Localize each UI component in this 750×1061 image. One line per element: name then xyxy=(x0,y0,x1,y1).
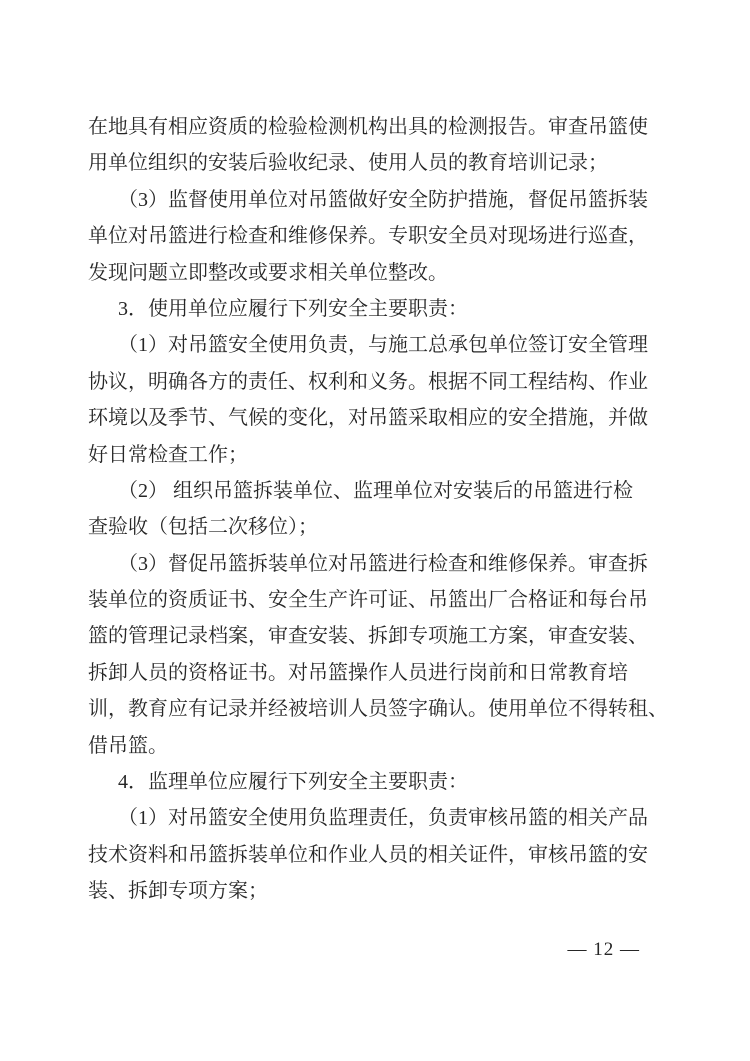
text-line: 装、拆卸专项方案； xyxy=(88,880,268,903)
text-line: 单位对吊篮进行检查和维修保养。专职安全员对现场进行巡查， xyxy=(88,225,648,248)
text-line: 3．使用单位应履行下列安全主要职责： xyxy=(118,297,468,320)
text-line: 好日常检查工作； xyxy=(88,443,248,466)
text-line: 在地具有相应资质的检验检测机构出具的检测报告。审查吊篮使 xyxy=(88,116,648,138)
text-line: 技术资料和吊篮拆装单位和作业人员的相关证件，审核吊篮的安 xyxy=(88,843,648,866)
text-line: （3）监督使用单位对吊篮做好安全防护措施，督促吊篮拆装 xyxy=(118,188,648,211)
text-line: （3）督促吊篮拆装单位对吊篮进行检查和维修保养。审查拆 xyxy=(118,552,648,575)
text-line: 环境以及季节、气候的变化，对吊篮采取相应的安全措施，并做 xyxy=(88,407,648,430)
text-line: 用单位组织的安装后验收纪录、使用人员的教育培训记录； xyxy=(88,152,608,175)
page-number: — 12 — xyxy=(567,939,640,960)
text-line: （1）对吊篮安全使用负责，与施工总承包单位签订安全管理 xyxy=(118,334,648,357)
text-line: 协议，明确各方的责任、权利和义务。根据不同工程结构、作业 xyxy=(88,370,648,393)
document-body xyxy=(88,109,668,910)
text-line: （1）对吊篮安全使用负监理责任，负责审核吊篮的相关产品 xyxy=(118,807,648,830)
text-line: 借吊篮。 xyxy=(88,734,168,757)
text-line: 发现问题立即整改或要求相关单位整改。 xyxy=(88,261,448,284)
text-line: 训，教育应有记录并经被培训人员签字确认。使用单位不得转租、 xyxy=(88,698,668,721)
text-line: 篮的管理记录档案，审查安装、拆卸专项施工方案，审查安装、 xyxy=(88,625,648,648)
page-footer xyxy=(568,938,641,962)
text-line: （2） 组织吊篮拆装单位、监理单位对安装后的吊篮进行检 xyxy=(118,479,633,502)
text-line: 拆卸人员的资格证书。对吊篮操作人员进行岗前和日常教育培 xyxy=(88,661,628,684)
text-line: 装单位的资质证书、安全生产许可证、吊篮出厂合格证和每台吊 xyxy=(88,589,648,612)
text-line: 查验收（包括二次移位）； xyxy=(88,516,318,539)
text-line: 4．监理单位应履行下列安全主要职责： xyxy=(118,771,468,794)
